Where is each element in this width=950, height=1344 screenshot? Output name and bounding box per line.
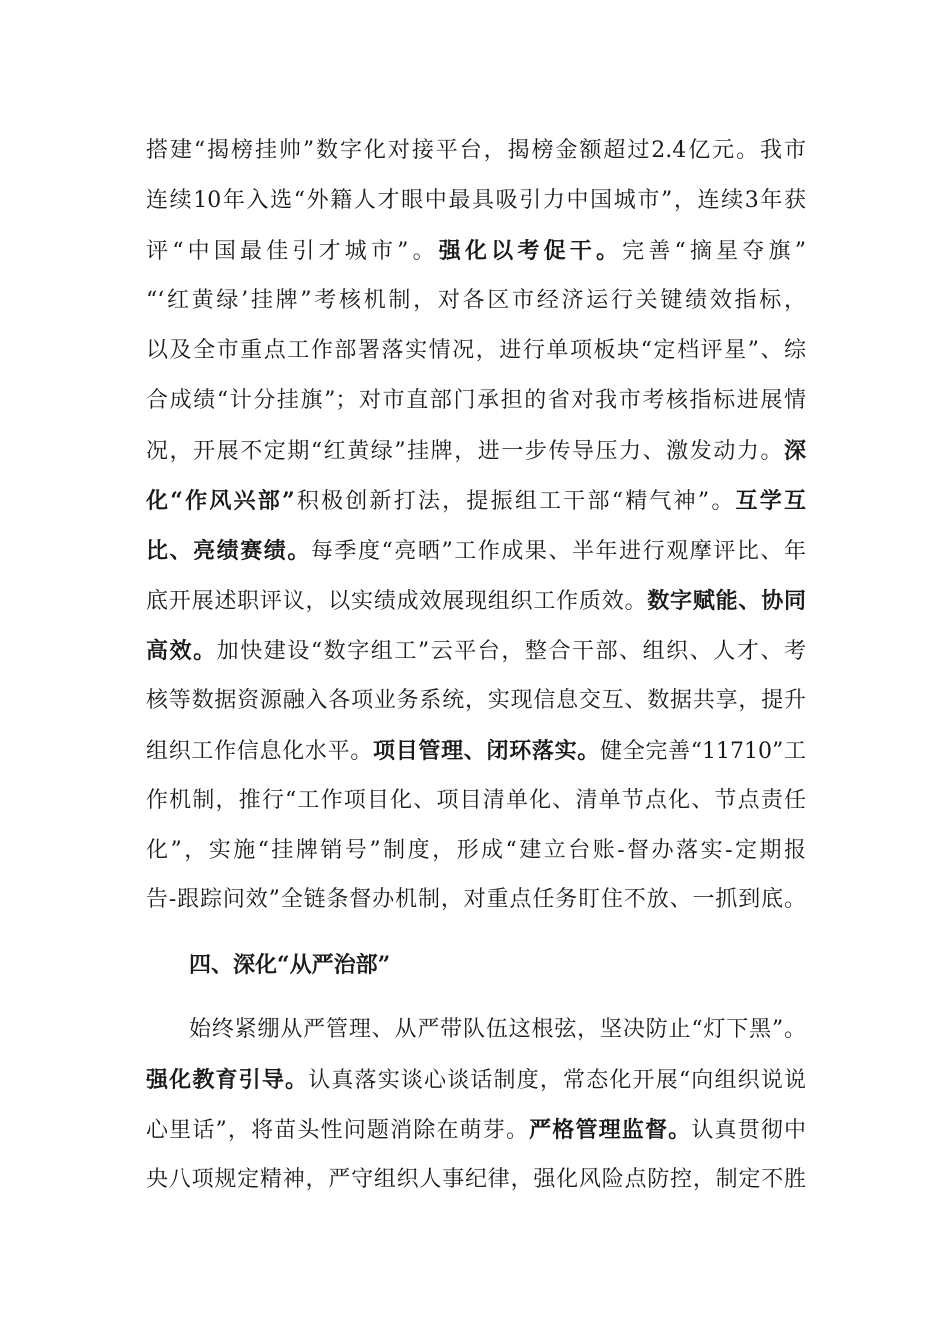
text-run: 加快建设“数字组工”云平台，整合干部、组织、人才、考 bbox=[216, 639, 806, 664]
paragraph-line bbox=[146, 381, 806, 421]
text-run: 健全完善“11710”工 bbox=[600, 739, 806, 764]
bold-lead-in: 深 bbox=[783, 438, 806, 464]
paragraph-line bbox=[146, 731, 806, 771]
text-run: 认真贯彻中 bbox=[691, 1118, 806, 1143]
paragraph-line bbox=[146, 1060, 806, 1100]
paragraph-line bbox=[146, 581, 806, 621]
bold-lead-in: 强化教育引导。 bbox=[146, 1067, 309, 1093]
paragraph-line bbox=[146, 681, 806, 721]
text-run: 况，开展不定期“红黄绿”挂牌，进一步传导压力、激发动力。 bbox=[146, 439, 784, 464]
text-run: 合成绩“计分挂旗”；对市直部门承担的省对我市考核指标进展情 bbox=[146, 388, 806, 413]
paragraph-line bbox=[146, 431, 806, 471]
text-run: 心里话”，将苗头性问题消除在萌芽。 bbox=[146, 1118, 530, 1143]
paragraph-line bbox=[146, 281, 806, 321]
text-run: 认真落实谈心谈话制度，常态化开展“向组织说说 bbox=[308, 1068, 806, 1093]
text-run: 组织工作信息化水平。 bbox=[146, 739, 373, 764]
paragraph-line bbox=[146, 481, 806, 521]
paragraph-line bbox=[146, 531, 806, 571]
text-run: 底开展述职评议，以实绩成效展现组织工作质效。 bbox=[146, 589, 648, 614]
bold-lead-in: 比、亮绩赛绩。 bbox=[146, 538, 311, 564]
paragraph-line bbox=[146, 331, 806, 371]
bold-lead-in: 强化以考促干。 bbox=[438, 238, 623, 264]
text-run: 以及全市重点工作部署落实情况，进行单项板块“定档评星”、综 bbox=[146, 338, 806, 363]
bold-lead-in: 严格管理监督。 bbox=[529, 1117, 692, 1143]
text-run: 始终紧绷从严管理、从严带队伍这根弦，坚决防止“灯下黑”。 bbox=[189, 1017, 806, 1042]
text-run: 积极创新打法，提振组工干部“精气神”。 bbox=[294, 489, 736, 514]
paragraph-line bbox=[146, 781, 806, 821]
heading-text: 四、深化“从严治部” bbox=[189, 952, 391, 978]
text-run: 告-跟踪问效”全链条督办机制，对重点任务盯住不放、一抓到底。 bbox=[146, 887, 806, 912]
text-run: 搭建“揭榜挂帅”数字化对接平台，揭榜金额超过2.4亿元。我市 bbox=[146, 138, 806, 163]
bold-lead-in: 互学互 bbox=[735, 488, 806, 514]
paragraph-line bbox=[146, 1110, 806, 1150]
section-heading bbox=[189, 945, 806, 985]
paragraph-line bbox=[189, 1010, 806, 1050]
bold-lead-in: 高效。 bbox=[146, 638, 217, 664]
bold-lead-in: 化“作风兴部” bbox=[146, 488, 295, 514]
text-run: 作机制，推行“工作项目化、项目清单化、清单节点化、节点责任 bbox=[146, 788, 806, 813]
paragraph-line bbox=[146, 131, 806, 171]
paragraph-line bbox=[146, 631, 806, 671]
bold-lead-in: 项目管理、闭环落实。 bbox=[373, 738, 600, 764]
text-run: 每季度“亮晒”工作成果、半年进行观摩评比、年 bbox=[310, 539, 806, 564]
paragraph-line bbox=[146, 880, 806, 920]
paragraph-line bbox=[146, 231, 806, 271]
paragraph-line bbox=[146, 181, 806, 221]
text-run: 评“中国最佳引才城市”。 bbox=[146, 239, 439, 264]
bold-lead-in: 数字赋能、协同 bbox=[647, 588, 806, 614]
text-run: “‘红黄绿’挂牌”考核机制，对各区市经济运行关键绩效指标， bbox=[146, 288, 806, 313]
paragraph-line bbox=[146, 1160, 806, 1200]
text-run: 核等数据资源融入各项业务系统，实现信息交互、数据共享，提升 bbox=[146, 688, 806, 713]
text-run: 连续10年入选“外籍人才眼中最具吸引力中国城市”，连续3年获 bbox=[146, 188, 806, 213]
paragraph-line bbox=[146, 831, 806, 871]
text-run: 完善“摘星夺旗” bbox=[622, 239, 806, 264]
text-run: 央八项规定精神，严守组织人事纪律，强化风险点防控，制定不胜 bbox=[146, 1167, 806, 1192]
text-run: 化”，实施“挂牌销号”制度，形成“建立台账-督办落实-定期报 bbox=[146, 838, 806, 863]
